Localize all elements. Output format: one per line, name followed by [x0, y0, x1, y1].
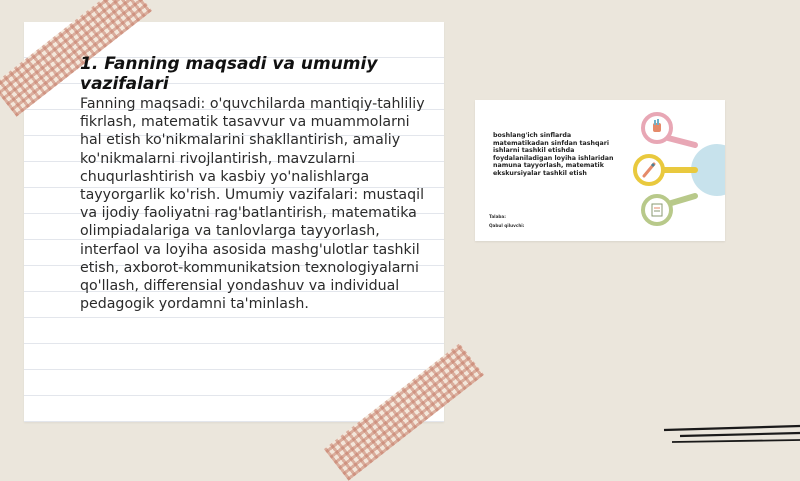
- decorative-strokes: [660, 418, 800, 448]
- slide-thumbnail: [475, 100, 725, 241]
- pink-connector: [668, 138, 695, 145]
- slide-title: 1. Fanning maqsadi va umumiy vazifalari: [80, 54, 378, 94]
- thumbnail-student-label: Talaba:: [489, 214, 506, 219]
- green-connector: [668, 196, 695, 204]
- thumbnail-text: boshlang'ich sinflarda matematikadan sinfdan tashqari ishlarni tashkil etishda foydalaniladigan loyiha ishlaridan namuna tayyorlash, matematik ekskursiyalar tashkil etish: [493, 132, 614, 177]
- slide-body-text: Fanning maqsadi: o'quvchilarda mantiqiy-tahliliy fikrlash, matematik tasavvur va muammolarni hal etish ko'nikmalarini shakllantirish, amaliy ko'nikmalarni rivojlantirish, mavzularni chuqurlashtirish va kasbiy yo'nalishlarga tayyorgarlik ko'rish. Umumiy vazifalari: mustaqil va ijodiy faoliyatni rag'batlantirish, matematika olimpiadalariga va tanlovlarga tayyorlash, interfaol va loyiha asosida mashg'ulotlar tashkil etish, axborot-kommunikatsion texnologiyalarni qo'llash, differensial yondashuv va individual pedagogik yordamni ta'minlash.: [80, 96, 425, 313]
- thumbnail-receiver-label: Qabul qiluvchi:: [489, 223, 525, 228]
- document-icon: [652, 204, 662, 216]
- thumbnail-process-graphic: [625, 100, 725, 241]
